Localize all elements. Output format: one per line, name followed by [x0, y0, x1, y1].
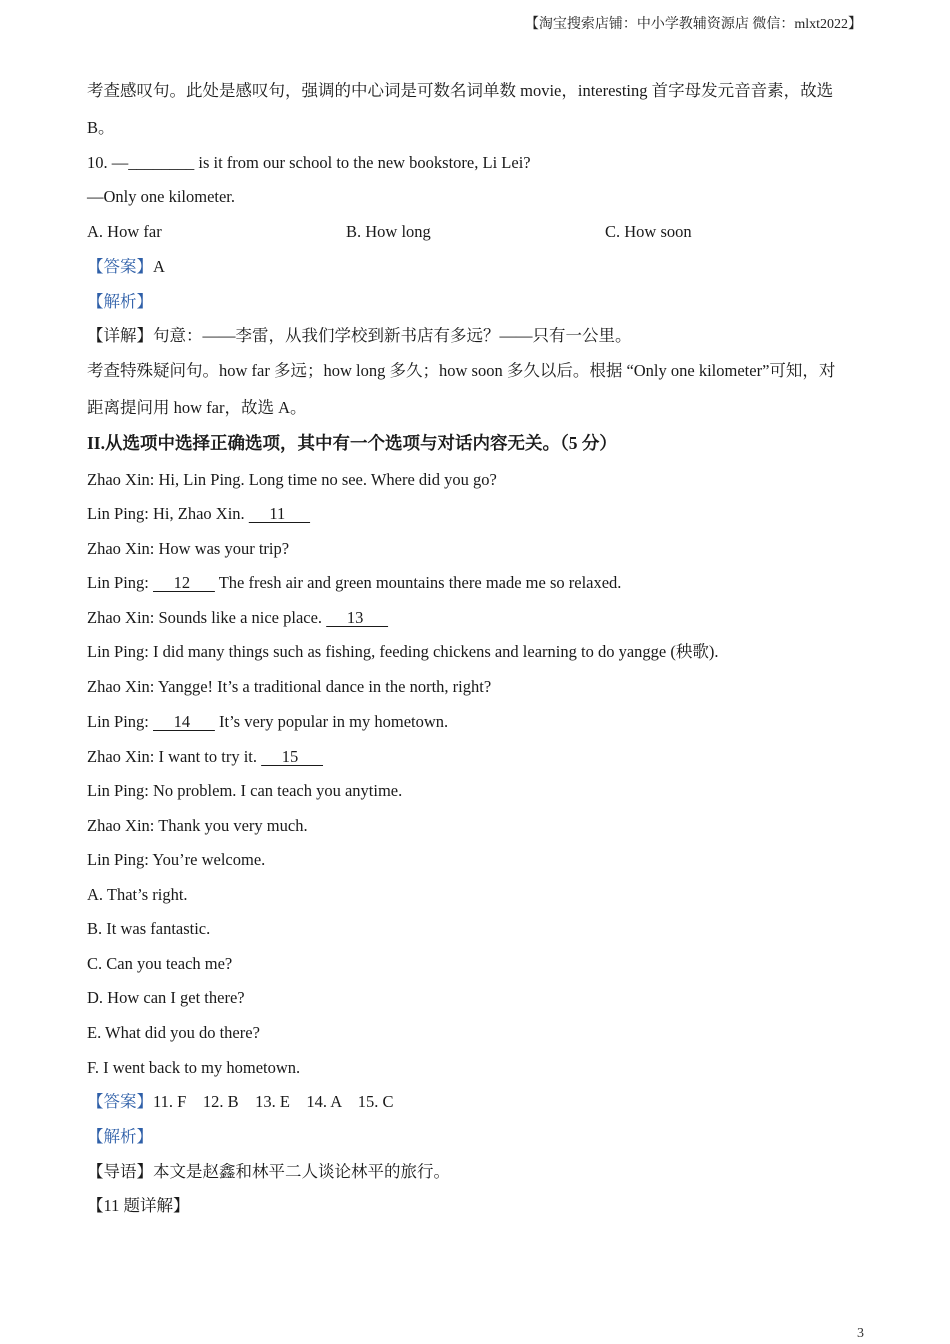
q9-analysis-line2: B。 — [87, 118, 115, 137]
dialogue-line — [87, 503, 310, 525]
dialogue-line — [87, 538, 289, 560]
q10-explain-line1: 考查特殊疑问句。how far 多远；how long 多久；how soon 多久以后。根据 “Only one kilometer”可知，对 — [87, 361, 836, 380]
dialogue-text: Lin Ping: You’re welcome. — [87, 850, 266, 869]
dialogue-text: Zhao Xin: Hi, Lin Ping. Long time no see. Where did you go? — [87, 470, 497, 489]
choice-item: E. What did you do there? — [87, 1023, 260, 1042]
q10-detail: 【详解】句意：——李雷，从我们学校到新书店有多远？——只有一公里。 — [87, 326, 632, 345]
dialogue-text: Zhao Xin: Thank you very much. — [87, 816, 308, 835]
q9-analysis-line1: 考查感叹句。此处是感叹句，强调的中心词是可数名词单数 movie，interesting 首字母发元音音素，故选 — [87, 81, 834, 100]
q10-explain-line2: 距离提问用 how far，故选 A。 — [87, 398, 307, 417]
page-number: 3 — [857, 1326, 864, 1341]
dialogue-line — [87, 641, 718, 663]
choice-item: A. That’s right. — [87, 885, 188, 904]
dialogue-text: Zhao Xin: I want to try it. — [87, 747, 262, 766]
answer-tag: 【答案】 — [87, 257, 153, 276]
dialogue-line — [87, 780, 402, 802]
dialogue-line — [87, 815, 308, 837]
q10-blank: ________ — [128, 153, 195, 172]
q10-option-b: B. How long — [346, 222, 431, 241]
section-2-title: II.从选项中选择正确选项，其中有一个选项与对话内容无关。（5 分） — [87, 433, 617, 453]
dialogue-text: Lin Ping: — [87, 712, 154, 731]
section2-guide: 【导语】本文是赵鑫和林平二人谈论林平的旅行。 — [87, 1162, 450, 1181]
answer-blank: 13 — [326, 608, 389, 627]
answer-blank: 14 — [153, 712, 215, 731]
dialogue-line — [87, 711, 448, 733]
dialogue-text: Lin Ping: — [87, 573, 154, 592]
choice-item: D. How can I get there? — [87, 988, 245, 1007]
q10-option-c: C. How soon — [605, 222, 692, 241]
dialogue-text: Zhao Xin: Yangge! It’s a traditional dance in the north, right? — [87, 677, 492, 696]
answer-blank: 11 — [248, 504, 311, 523]
section2-detail-11: 【11 题详解】 — [87, 1196, 190, 1215]
dialogue-text: It’s very popular in my hometown. — [214, 712, 449, 731]
dialogue-line — [87, 607, 388, 629]
choice-item: C. Can you teach me? — [87, 954, 233, 973]
answer-value: 11. F 12. B 13. E 14. A 15. C — [153, 1092, 394, 1111]
q10-option-a: A. How far — [87, 222, 162, 241]
dialogue-line — [87, 676, 491, 698]
dialogue-text: The fresh air and green mountains there made me so relaxed. — [214, 573, 622, 592]
dialogue-line — [87, 572, 621, 594]
answer-value: A — [153, 257, 165, 276]
dialogue-text: Lin Ping: No problem. I can teach you anytime. — [87, 781, 403, 800]
section2-answer — [87, 1091, 394, 1113]
dialogue-line — [87, 849, 265, 871]
q10-answer — [87, 256, 165, 278]
dialogue-text: Lin Ping: I did many things such as fishing, feeding chickens and learning to do yangge (秧歌). — [87, 642, 719, 661]
dialogue-text: Zhao Xin: Sounds like a nice place. — [87, 608, 327, 627]
choice-item: B. It was fantastic. — [87, 919, 211, 938]
dialogue-line — [87, 469, 497, 491]
q10-analysis-tag: 【解析】 — [87, 292, 153, 311]
q10-stem: 10. —________ is it from our school to the new bookstore, Li Lei? — [87, 153, 531, 172]
q10-options — [87, 221, 692, 243]
answer-blank: 12 — [153, 573, 215, 592]
dialogue-line — [87, 746, 323, 768]
section2-analysis-tag: 【解析】 — [87, 1127, 153, 1146]
answer-blank: 15 — [261, 747, 324, 766]
dialogue-text: Lin Ping: Hi, Zhao Xin. — [87, 504, 249, 523]
answer-tag: 【答案】 — [87, 1092, 153, 1111]
page-header: 【淘宝搜索店铺：中小学教辅资源店 微信：mlxt2022】 — [524, 17, 862, 32]
dialogue-text: Zhao Xin: How was your trip? — [87, 539, 290, 558]
choice-item: F. I went back to my hometown. — [87, 1058, 301, 1077]
q10-reply: —Only one kilometer. — [87, 187, 236, 206]
